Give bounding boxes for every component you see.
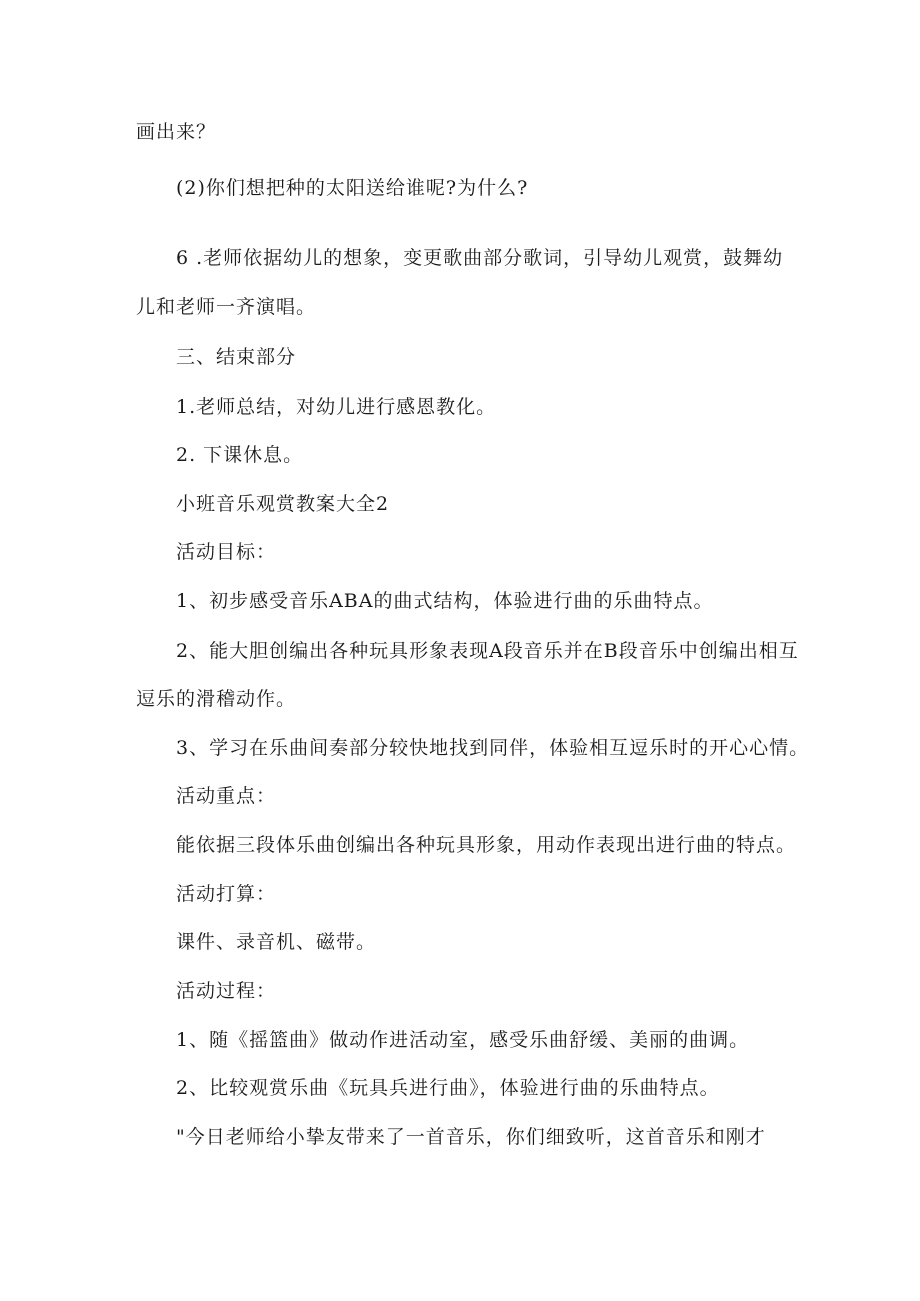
- section-heading: 三、结束部分: [176, 346, 297, 368]
- text-line: 2. 下课休息。: [176, 444, 304, 466]
- text-line: 能依据三段体乐曲创编出各种玩具形象，用动作表现出进行曲的特点。: [176, 834, 797, 856]
- document-title: 小班音乐观赏教案大全2: [176, 493, 390, 515]
- text-line: 1.老师总结，对幼儿进行感恩教化。: [176, 396, 497, 418]
- text-line: 3、学习在乐曲间奏部分较快地找到同伴，体验相互逗乐时的开心心情。: [176, 737, 810, 759]
- text-line: 逗乐的滑稽动作。: [136, 688, 297, 710]
- section-heading: 活动重点：: [176, 785, 277, 807]
- text-line: 1、初步感受音乐ABA的曲式结构，体验进行曲的乐曲特点。: [176, 590, 714, 612]
- text-line: 儿和老师一齐演唱。: [136, 296, 317, 318]
- text-line: 2、能大胆创编出各种玩具形象表现A段音乐并在B段音乐中创编出相互: [176, 640, 799, 662]
- section-heading: 活动过程：: [176, 980, 277, 1002]
- text-line: 1、随《摇篮曲》做动作进活动室，感受乐曲舒缓、美丽的曲调。: [176, 1029, 750, 1051]
- text-line: (2)你们想把种的太阳送给谁呢?为什么?: [176, 177, 529, 199]
- section-heading: 活动目标：: [176, 541, 277, 563]
- text-line: 课件、录音机、磁带。: [176, 931, 377, 953]
- text-line: 6 .老师依据幼儿的想象，变更歌曲部分歌词，引导幼儿观赏，鼓舞幼: [176, 247, 784, 269]
- text-line: "今日老师给小挚友带来了一首音乐，你们细致听，这首音乐和刚才: [176, 1126, 766, 1148]
- section-heading: 活动打算：: [176, 883, 277, 905]
- text-line: 2、比较观赏乐曲《玩具兵进行曲》，体验进行曲的乐曲特点。: [176, 1077, 720, 1099]
- text-line: 画出来？: [136, 121, 217, 143]
